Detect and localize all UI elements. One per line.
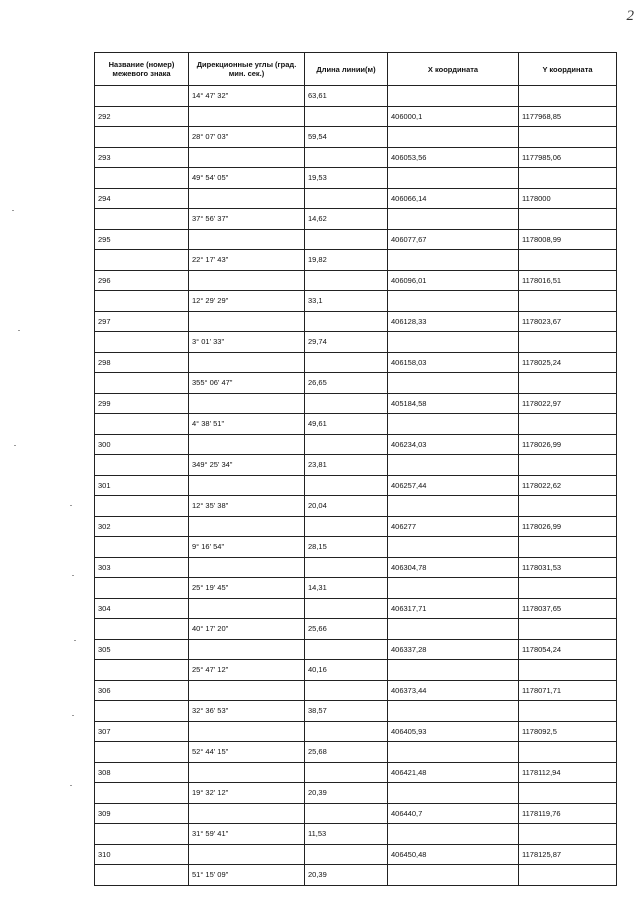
point-name-cell: 297 <box>95 311 189 332</box>
empty-cell <box>95 127 189 148</box>
empty-cell <box>519 537 617 558</box>
line-row <box>95 332 617 353</box>
y-coordinate-cell: 1178026,99 <box>519 434 617 455</box>
point-row <box>95 270 617 291</box>
line-row <box>95 783 617 804</box>
empty-cell <box>95 619 189 640</box>
y-coordinate-cell: 1178119,76 <box>519 803 617 824</box>
page-number: 2 <box>626 8 634 24</box>
point-name-cell: 304 <box>95 598 189 619</box>
empty-cell <box>95 496 189 517</box>
empty-cell <box>519 865 617 886</box>
empty-cell <box>388 865 519 886</box>
y-coordinate-cell: 1178037,65 <box>519 598 617 619</box>
empty-cell <box>95 660 189 681</box>
point-row <box>95 393 617 414</box>
header-length: Длина линии(м) <box>305 53 388 86</box>
empty-cell <box>388 660 519 681</box>
scan-speck <box>70 505 72 506</box>
empty-cell <box>388 332 519 353</box>
point-row <box>95 639 617 660</box>
line-length-cell: 59,54 <box>305 127 388 148</box>
empty-cell <box>388 496 519 517</box>
point-row <box>95 311 617 332</box>
line-length-cell: 28,15 <box>305 537 388 558</box>
empty-cell <box>388 291 519 312</box>
line-length-cell: 23,81 <box>305 455 388 476</box>
direction-angle-cell: 3° 01' 33" <box>189 332 305 353</box>
line-row <box>95 414 617 435</box>
y-coordinate-cell: 1178016,51 <box>519 270 617 291</box>
x-coordinate-cell: 406277 <box>388 516 519 537</box>
y-coordinate-cell: 1178023,67 <box>519 311 617 332</box>
point-name-cell: 300 <box>95 434 189 455</box>
empty-cell <box>95 209 189 230</box>
direction-angle-cell: 40° 17' 20" <box>189 619 305 640</box>
point-name-cell: 302 <box>95 516 189 537</box>
empty-cell <box>388 742 519 763</box>
header-x: X координата <box>388 53 519 86</box>
point-name-cell: 308 <box>95 762 189 783</box>
header-row <box>95 53 617 86</box>
empty-cell <box>388 701 519 722</box>
x-coordinate-cell: 406234,03 <box>388 434 519 455</box>
header-y: Y координата <box>519 53 617 86</box>
empty-cell <box>95 332 189 353</box>
point-row <box>95 721 617 742</box>
direction-angle-cell: 9° 16' 54" <box>189 537 305 558</box>
empty-cell <box>305 147 388 168</box>
y-coordinate-cell: 1178026,99 <box>519 516 617 537</box>
direction-angle-cell: 28° 07' 03" <box>189 127 305 148</box>
boundary-coordinates-table <box>94 52 617 886</box>
x-coordinate-cell: 406440,7 <box>388 803 519 824</box>
direction-angle-cell: 12° 29' 29" <box>189 291 305 312</box>
y-coordinate-cell: 1178008,99 <box>519 229 617 250</box>
empty-cell <box>519 209 617 230</box>
empty-cell <box>95 783 189 804</box>
empty-cell <box>305 434 388 455</box>
empty-cell <box>95 742 189 763</box>
empty-cell <box>388 578 519 599</box>
point-row <box>95 844 617 865</box>
point-row <box>95 352 617 373</box>
line-row <box>95 496 617 517</box>
x-coordinate-cell: 406066,14 <box>388 188 519 209</box>
empty-cell <box>95 455 189 476</box>
empty-cell <box>388 537 519 558</box>
point-row <box>95 229 617 250</box>
line-length-cell: 20,39 <box>305 783 388 804</box>
empty-cell <box>305 803 388 824</box>
direction-angle-cell: 51° 15' 09" <box>189 865 305 886</box>
x-coordinate-cell: 406096,01 <box>388 270 519 291</box>
x-coordinate-cell: 406000,1 <box>388 106 519 127</box>
point-row <box>95 475 617 496</box>
scan-speck <box>72 575 74 576</box>
point-row <box>95 106 617 127</box>
line-length-cell: 26,65 <box>305 373 388 394</box>
empty-cell <box>189 721 305 742</box>
y-coordinate-cell: 1177968,85 <box>519 106 617 127</box>
line-row <box>95 86 617 107</box>
empty-cell <box>95 701 189 722</box>
empty-cell <box>95 865 189 886</box>
line-length-cell: 33,1 <box>305 291 388 312</box>
empty-cell <box>519 250 617 271</box>
line-row <box>95 578 617 599</box>
scan-speck <box>70 785 72 786</box>
line-length-cell: 63,61 <box>305 86 388 107</box>
x-coordinate-cell: 406337,28 <box>388 639 519 660</box>
empty-cell <box>519 701 617 722</box>
point-name-cell: 298 <box>95 352 189 373</box>
empty-cell <box>519 660 617 681</box>
empty-cell <box>95 578 189 599</box>
empty-cell <box>95 373 189 394</box>
line-row <box>95 824 617 845</box>
line-row <box>95 865 617 886</box>
direction-angle-cell: 19° 32' 12" <box>189 783 305 804</box>
empty-cell <box>189 598 305 619</box>
empty-cell <box>305 516 388 537</box>
point-row <box>95 803 617 824</box>
empty-cell <box>388 619 519 640</box>
empty-cell <box>519 824 617 845</box>
empty-cell <box>189 106 305 127</box>
x-coordinate-cell: 406158,03 <box>388 352 519 373</box>
empty-cell <box>388 209 519 230</box>
direction-angle-cell: 349° 25' 34" <box>189 455 305 476</box>
empty-cell <box>519 373 617 394</box>
scan-speck <box>14 445 16 446</box>
empty-cell <box>189 762 305 783</box>
point-name-cell: 293 <box>95 147 189 168</box>
line-row <box>95 537 617 558</box>
y-coordinate-cell: 1178112,94 <box>519 762 617 783</box>
point-row <box>95 680 617 701</box>
empty-cell <box>189 639 305 660</box>
point-row <box>95 598 617 619</box>
empty-cell <box>189 188 305 209</box>
point-row <box>95 516 617 537</box>
header-name: Название (номер) межевого знака <box>95 53 189 86</box>
y-coordinate-cell: 1178092,5 <box>519 721 617 742</box>
empty-cell <box>95 537 189 558</box>
line-length-cell: 19,53 <box>305 168 388 189</box>
direction-angle-cell: 49° 54' 05" <box>189 168 305 189</box>
y-coordinate-cell: 1178000 <box>519 188 617 209</box>
empty-cell <box>519 578 617 599</box>
empty-cell <box>95 824 189 845</box>
empty-cell <box>305 762 388 783</box>
empty-cell <box>519 783 617 804</box>
y-coordinate-cell: 1178025,24 <box>519 352 617 373</box>
direction-angle-cell: 12° 35' 38" <box>189 496 305 517</box>
empty-cell <box>95 86 189 107</box>
direction-angle-cell: 52° 44' 15" <box>189 742 305 763</box>
empty-cell <box>189 147 305 168</box>
empty-cell <box>519 496 617 517</box>
line-length-cell: 11,53 <box>305 824 388 845</box>
direction-angle-cell: 25° 19' 45" <box>189 578 305 599</box>
line-length-cell: 14,31 <box>305 578 388 599</box>
point-row <box>95 147 617 168</box>
empty-cell <box>189 393 305 414</box>
y-coordinate-cell: 1178022,62 <box>519 475 617 496</box>
line-row <box>95 701 617 722</box>
empty-cell <box>189 803 305 824</box>
empty-cell <box>519 332 617 353</box>
scan-speck <box>74 640 76 641</box>
direction-angle-cell: 22° 17' 43" <box>189 250 305 271</box>
point-row <box>95 188 617 209</box>
y-coordinate-cell: 1178054,24 <box>519 639 617 660</box>
line-length-cell: 49,61 <box>305 414 388 435</box>
y-coordinate-cell: 1178125,87 <box>519 844 617 865</box>
empty-cell <box>189 844 305 865</box>
line-row <box>95 168 617 189</box>
direction-angle-cell: 32° 36' 53" <box>189 701 305 722</box>
point-name-cell: 296 <box>95 270 189 291</box>
point-name-cell: 294 <box>95 188 189 209</box>
line-length-cell: 38,57 <box>305 701 388 722</box>
empty-cell <box>305 270 388 291</box>
y-coordinate-cell: 1178031,53 <box>519 557 617 578</box>
empty-cell <box>189 557 305 578</box>
x-coordinate-cell: 406373,44 <box>388 680 519 701</box>
empty-cell <box>305 598 388 619</box>
line-row <box>95 250 617 271</box>
x-coordinate-cell: 406128,33 <box>388 311 519 332</box>
point-name-cell: 305 <box>95 639 189 660</box>
direction-angle-cell: 4° 38' 51" <box>189 414 305 435</box>
empty-cell <box>95 168 189 189</box>
direction-angle-cell: 37° 56' 37" <box>189 209 305 230</box>
y-coordinate-cell: 1178022,97 <box>519 393 617 414</box>
empty-cell <box>95 291 189 312</box>
point-name-cell: 310 <box>95 844 189 865</box>
line-row <box>95 660 617 681</box>
empty-cell <box>519 86 617 107</box>
line-row <box>95 742 617 763</box>
empty-cell <box>189 311 305 332</box>
empty-cell <box>388 127 519 148</box>
empty-cell <box>305 721 388 742</box>
empty-cell <box>189 475 305 496</box>
empty-cell <box>305 557 388 578</box>
point-name-cell: 295 <box>95 229 189 250</box>
empty-cell <box>305 639 388 660</box>
empty-cell <box>388 414 519 435</box>
empty-cell <box>189 516 305 537</box>
line-length-cell: 25,68 <box>305 742 388 763</box>
empty-cell <box>519 127 617 148</box>
empty-cell <box>305 188 388 209</box>
line-row <box>95 455 617 476</box>
empty-cell <box>388 250 519 271</box>
empty-cell <box>388 455 519 476</box>
empty-cell <box>388 373 519 394</box>
x-coordinate-cell: 406077,67 <box>388 229 519 250</box>
x-coordinate-cell: 406405,93 <box>388 721 519 742</box>
x-coordinate-cell: 406304,78 <box>388 557 519 578</box>
x-coordinate-cell: 406450,48 <box>388 844 519 865</box>
point-name-cell: 309 <box>95 803 189 824</box>
line-length-cell: 20,04 <box>305 496 388 517</box>
x-coordinate-cell: 405184,58 <box>388 393 519 414</box>
line-row <box>95 619 617 640</box>
empty-cell <box>519 742 617 763</box>
line-length-cell: 20,39 <box>305 865 388 886</box>
x-coordinate-cell: 406317,71 <box>388 598 519 619</box>
empty-cell <box>388 824 519 845</box>
empty-cell <box>305 352 388 373</box>
y-coordinate-cell: 1177985,06 <box>519 147 617 168</box>
point-row <box>95 434 617 455</box>
point-name-cell: 299 <box>95 393 189 414</box>
empty-cell <box>305 844 388 865</box>
empty-cell <box>189 434 305 455</box>
empty-cell <box>189 352 305 373</box>
direction-angle-cell: 25° 47' 12" <box>189 660 305 681</box>
empty-cell <box>519 168 617 189</box>
line-length-cell: 19,82 <box>305 250 388 271</box>
empty-cell <box>388 783 519 804</box>
empty-cell <box>305 680 388 701</box>
empty-cell <box>388 168 519 189</box>
direction-angle-cell: 31° 59' 41" <box>189 824 305 845</box>
empty-cell <box>95 414 189 435</box>
empty-cell <box>519 455 617 476</box>
empty-cell <box>305 311 388 332</box>
scan-speck <box>18 330 20 331</box>
empty-cell <box>189 270 305 291</box>
line-row <box>95 209 617 230</box>
line-length-cell: 29,74 <box>305 332 388 353</box>
empty-cell <box>519 619 617 640</box>
y-coordinate-cell: 1178071,71 <box>519 680 617 701</box>
empty-cell <box>388 86 519 107</box>
point-name-cell: 303 <box>95 557 189 578</box>
line-row <box>95 291 617 312</box>
scan-speck <box>72 715 74 716</box>
point-name-cell: 292 <box>95 106 189 127</box>
x-coordinate-cell: 406257,44 <box>388 475 519 496</box>
line-length-cell: 14,62 <box>305 209 388 230</box>
x-coordinate-cell: 406053,56 <box>388 147 519 168</box>
point-name-cell: 301 <box>95 475 189 496</box>
empty-cell <box>519 291 617 312</box>
header-angle: Дирекционные углы (град. мин. сек.) <box>189 53 305 86</box>
empty-cell <box>519 414 617 435</box>
x-coordinate-cell: 406421,48 <box>388 762 519 783</box>
empty-cell <box>189 229 305 250</box>
direction-angle-cell: 355° 06' 47" <box>189 373 305 394</box>
empty-cell <box>305 393 388 414</box>
point-name-cell: 306 <box>95 680 189 701</box>
empty-cell <box>305 475 388 496</box>
line-length-cell: 25,66 <box>305 619 388 640</box>
line-length-cell: 40,16 <box>305 660 388 681</box>
line-row <box>95 373 617 394</box>
point-name-cell: 307 <box>95 721 189 742</box>
empty-cell <box>189 680 305 701</box>
direction-angle-cell: 14° 47' 32" <box>189 86 305 107</box>
point-row <box>95 762 617 783</box>
empty-cell <box>305 229 388 250</box>
line-row <box>95 127 617 148</box>
point-row <box>95 557 617 578</box>
empty-cell <box>95 250 189 271</box>
scan-speck <box>12 210 14 211</box>
empty-cell <box>305 106 388 127</box>
